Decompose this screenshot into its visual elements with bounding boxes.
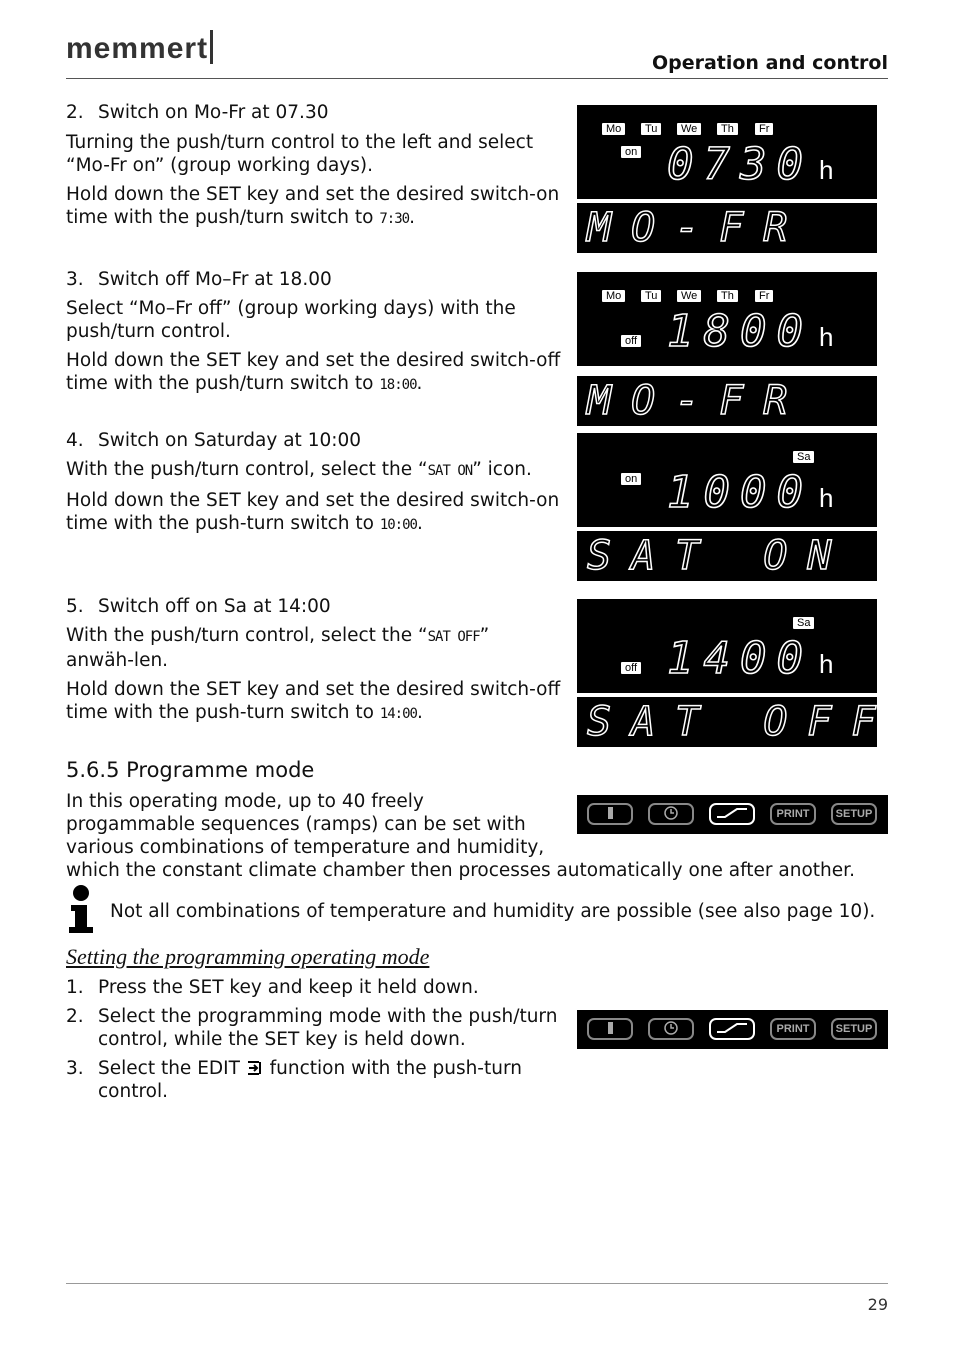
- step-3: [66, 268, 561, 397]
- hour-unit: h: [819, 649, 834, 679]
- day-chip: We: [677, 123, 701, 135]
- timer-mode-button[interactable]: [648, 1018, 694, 1040]
- step-2: [66, 101, 561, 231]
- hour-unit: h: [819, 155, 834, 185]
- clock-icon: [663, 1020, 679, 1036]
- time-readout: 1400: [667, 633, 813, 684]
- step-3-text-2: Hold down the SET key and set the desired switch-off time with the push/turn switch to 18:00.: [66, 350, 561, 394]
- timer-mode-button[interactable]: [648, 803, 694, 825]
- print-button[interactable]: PRINT: [770, 803, 816, 825]
- step-2-text-2: Hold down the SET key and set the desired switch-on time with the push/turn switch to 7:30.: [66, 184, 560, 228]
- day-chip: We: [677, 290, 701, 302]
- sub-heading: Setting the programming operating mode: [66, 944, 430, 969]
- clock-icon: [663, 805, 679, 821]
- step-5-text-2: Hold down the SET key and set the desired switch-off time with the push-turn switch to 14:00.: [66, 679, 561, 723]
- state-chip: on: [621, 146, 641, 158]
- step-4-title: 4. Switch on Saturday at 10:00: [66, 430, 362, 451]
- setup-button[interactable]: SETUP: [831, 803, 877, 825]
- footer-rule: [66, 1283, 888, 1284]
- step-5-text-1: With the push/turn control, select the “SAT OFF” anwäh-len.: [66, 625, 490, 671]
- day-chip: Th: [717, 123, 738, 135]
- lcd-display-mofr-on: [577, 105, 877, 199]
- state-chip: on: [621, 473, 641, 485]
- ramp-icon: [715, 1021, 749, 1035]
- ramp-icon: [715, 806, 749, 820]
- state-chip: off: [621, 335, 641, 347]
- hour-unit: h: [819, 322, 834, 352]
- step-2-text-1: Turning the push/turn control to the left and select “Mo-Fr on” (group working days).: [66, 132, 534, 176]
- list-item: 1. Press the SET key and keep it held down.: [66, 977, 479, 998]
- lcd-word-sat-on: [577, 531, 877, 581]
- day-chip: Sa: [793, 451, 814, 463]
- mode-button-bar-2: [577, 1010, 888, 1049]
- day-chip: Tu: [641, 123, 661, 135]
- step-4: [66, 429, 561, 537]
- time-readout: 1000: [667, 467, 813, 518]
- day-chip: Mo: [602, 123, 625, 135]
- section-intro: In this operating mode, up to 40 freely progammable sequences (ramps) can be set with various combinations of temperature and humidity, which the constant climate chamber then processes automatically one after another.: [66, 791, 855, 881]
- header-rule: [66, 78, 888, 79]
- day-chip: Fr: [755, 290, 773, 302]
- mode-button-bar: [577, 795, 888, 834]
- step-5: [66, 595, 561, 726]
- print-button[interactable]: PRINT: [770, 1018, 816, 1040]
- lcd-word: MO-FR: [587, 205, 808, 251]
- lcd-word: MO-FR: [587, 378, 808, 424]
- setup-steps-list: [66, 976, 566, 1103]
- lcd-word: SAT ON: [587, 533, 852, 579]
- header-title: Operation and control: [651, 52, 888, 74]
- step-5-title: 5. Switch off on Sa at 14:00: [66, 596, 331, 617]
- list-item: 2. Select the programming mode with the push/turn control, while the SET key is held down.: [66, 1006, 558, 1050]
- manual-mode-button[interactable]: [587, 803, 633, 825]
- step-3-title: 3. Switch off Mo–Fr at 18.00: [66, 269, 332, 290]
- day-chip: Mo: [602, 290, 625, 302]
- memmert-logo: memmert: [66, 30, 213, 66]
- lcd-display-sat-off: [577, 599, 877, 693]
- time-readout: 0730: [667, 139, 813, 190]
- day-chip: Fr: [755, 123, 773, 135]
- state-chip: off: [621, 662, 641, 674]
- day-chip: Tu: [641, 290, 661, 302]
- hour-unit: h: [819, 483, 834, 513]
- step-4-text-1: With the push/turn control, select the “SAT ON” icon.: [66, 459, 532, 480]
- list-item: 3. Select the EDIT function with the push-turn control.: [66, 1058, 522, 1102]
- lcd-display-mofr-off: [577, 272, 877, 366]
- info-icon: [66, 884, 100, 934]
- manual-mode-icon: [608, 807, 613, 819]
- edit-icon: [246, 1060, 264, 1076]
- info-note: Not all combinations of temperature and humidity are possible (see also page 10).: [110, 901, 876, 922]
- programme-mode-button[interactable]: [709, 803, 755, 825]
- page-number: 29: [867, 1295, 888, 1314]
- lcd-display-sat-on: [577, 433, 877, 527]
- manual-mode-icon: [608, 1022, 613, 1034]
- section-heading: 5.6.5 Programme mode: [66, 758, 315, 782]
- time-readout: 1800: [667, 306, 813, 357]
- step-4-text-2: Hold down the SET key and set the desired switch-on time with the push-turn switch to 10:00.: [66, 490, 560, 534]
- day-chip: Sa: [793, 617, 814, 629]
- lcd-word-mofr-off: [577, 376, 877, 426]
- step-3-text-1: Select “Mo–Fr off” (group working days) with the push/turn control.: [66, 298, 516, 342]
- manual-mode-button[interactable]: [587, 1018, 633, 1040]
- lcd-word-mofr-on: [577, 203, 877, 253]
- setup-button[interactable]: SETUP: [831, 1018, 877, 1040]
- lcd-word-sat-off: [577, 697, 896, 747]
- day-chip: Th: [717, 290, 738, 302]
- programme-mode-button[interactable]: [709, 1018, 755, 1040]
- lcd-word: SAT OFF: [587, 699, 896, 745]
- step-2-title: 2. Switch on Mo-Fr at 07.30: [66, 102, 329, 123]
